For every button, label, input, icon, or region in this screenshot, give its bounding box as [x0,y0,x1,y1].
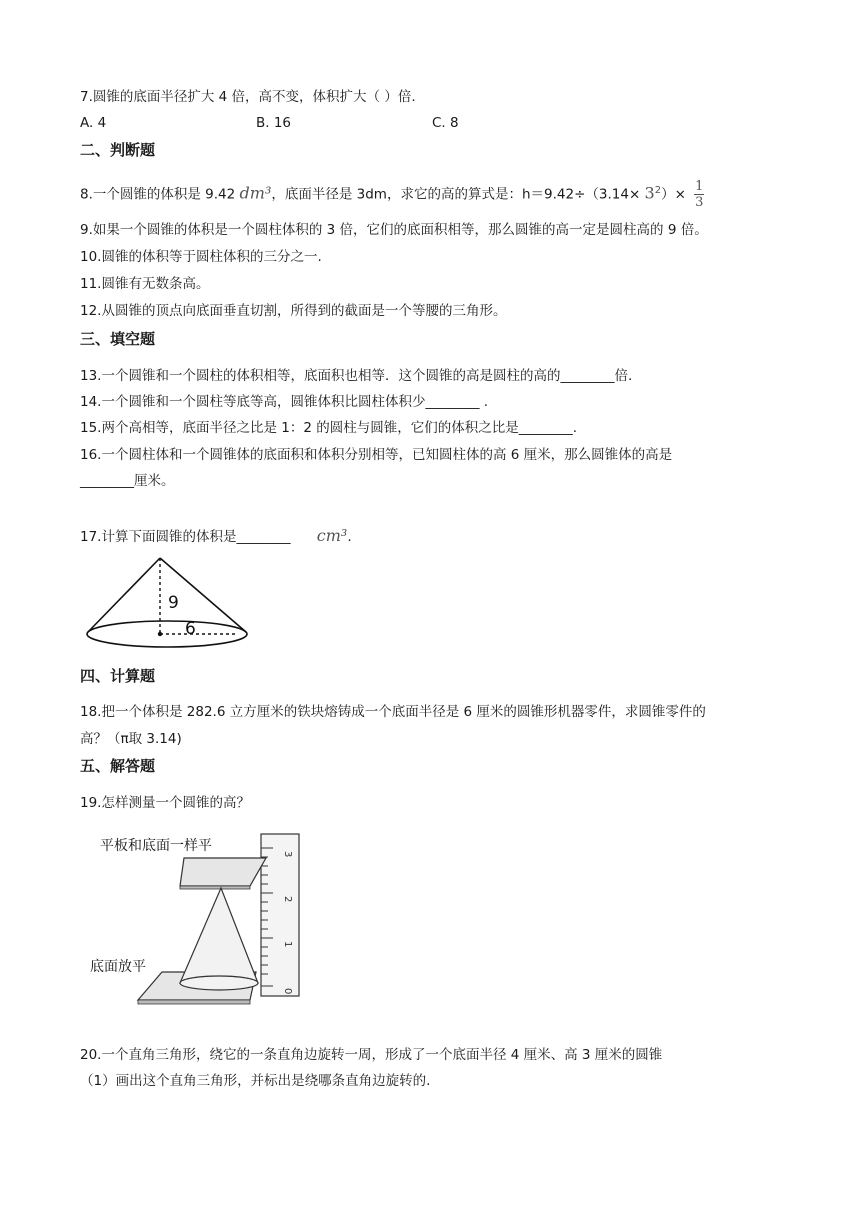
q12-text: 12.从圆锥的顶点向底面垂直切割，所得到的截面是一个等腰的三角形。 [80,303,507,319]
ruler-mark-1: 1 [282,941,293,948]
q7-option-c: C. 8 [432,115,459,131]
q8-part3: ）× [661,186,691,203]
q17-stem: 17.计算下面圆锥的体积是________ [80,529,295,545]
q18-line2: 高？（π取 3.14) [80,731,182,747]
q20-line1: 20.一个直角三角形，绕它的一条直角边旋转一周，形成了一个底面半径 4 厘米、高 3 厘米的圆锥 [80,1047,663,1063]
q15-text: 15.两个高相等，底面半径之比是 1：2 的圆柱与圆锥，它们的体积之比是________. [80,420,578,436]
section-heading-answer: 五、解答题 [80,757,156,775]
q18-line1: 18.把一个体积是 282.6 立方厘米的铁块熔铸成一个底面半径是 6 厘米的圆锥形机器零件，求圆锥零件的 [80,704,706,720]
q16-line2: ________厘米。 [80,473,175,489]
q8-unit: dm³ [239,183,272,203]
q8-base: 3 [644,183,655,203]
q10-text: 10.圆锥的体积等于圆柱体积的三分之一. [80,249,322,265]
q9-text: 9.如果一个圆锥的体积是一个圆柱体积的 3 倍，它们的底面积相等，那么圆锥的高一定是圆柱高的 9 倍。 [80,222,708,238]
ruler [261,834,299,996]
q7-stem: 7.圆锥的底面半径扩大 4 倍，高不变，体积扩大（ ）倍. [80,89,416,105]
q14-text: 14.一个圆锥和一个圆柱等底等高，圆锥体积比圆柱体积少________ . [80,394,489,410]
ruler-mark-3: 3 [282,851,293,858]
section-heading-judge: 二、判断题 [80,141,156,159]
q8-part1: 8.一个圆锥的体积是 9.42 [80,186,240,203]
section-heading-calc: 四、计算题 [80,667,156,685]
q8-fraction [694,180,704,209]
label-base-flat: 底面放平 [90,959,146,975]
q17-end: . [347,529,352,545]
q16-line1: 16.一个圆柱体和一个圆锥体的底面积和体积分别相等，已知圆柱体的高 6 厘米，那么圆锥体的高是 [80,447,673,463]
q11-text: 11.圆锥有无数条高。 [80,276,210,292]
q17-text [80,527,352,546]
q8-part2: ，底面半径是 3dm，求它的高的算式是：h＝9.42÷（3.14× [271,186,645,203]
measured-cone [180,888,258,983]
cone-center-dot [158,632,162,636]
q17-cone-figure [80,552,260,652]
ruler-mark-2: 2 [282,896,293,903]
q13-text: 13.一个圆锥和一个圆柱的体积相等，底面积也相等．这个圆锥的高是圆柱的高的________倍. [80,368,633,384]
label-plate-flat: 平板和底面一样平 [100,838,212,854]
q8-text [80,180,704,209]
q7-option-a: A. 4 [80,115,107,131]
q8-exponent: 2 [654,185,662,196]
q8-denominator: 3 [695,195,704,210]
q19-measure-figure [80,826,310,1026]
cone-radius-label: 6 [185,619,196,639]
ruler-mark-0: 0 [282,988,293,995]
cone-height-label: 9 [168,593,179,613]
top-plate [180,858,266,886]
q8-numerator: 1 [695,179,704,194]
section-heading-fill: 三、填空题 [80,330,156,348]
q20-line2: （1）画出这个直角三角形，并标出是绕哪条直角边旋转的. [80,1073,431,1089]
q17-unit: cm³ [316,526,348,545]
q19-text: 19.怎样测量一个圆锥的高？ [80,795,250,811]
q7-option-b: B. 16 [256,115,292,131]
